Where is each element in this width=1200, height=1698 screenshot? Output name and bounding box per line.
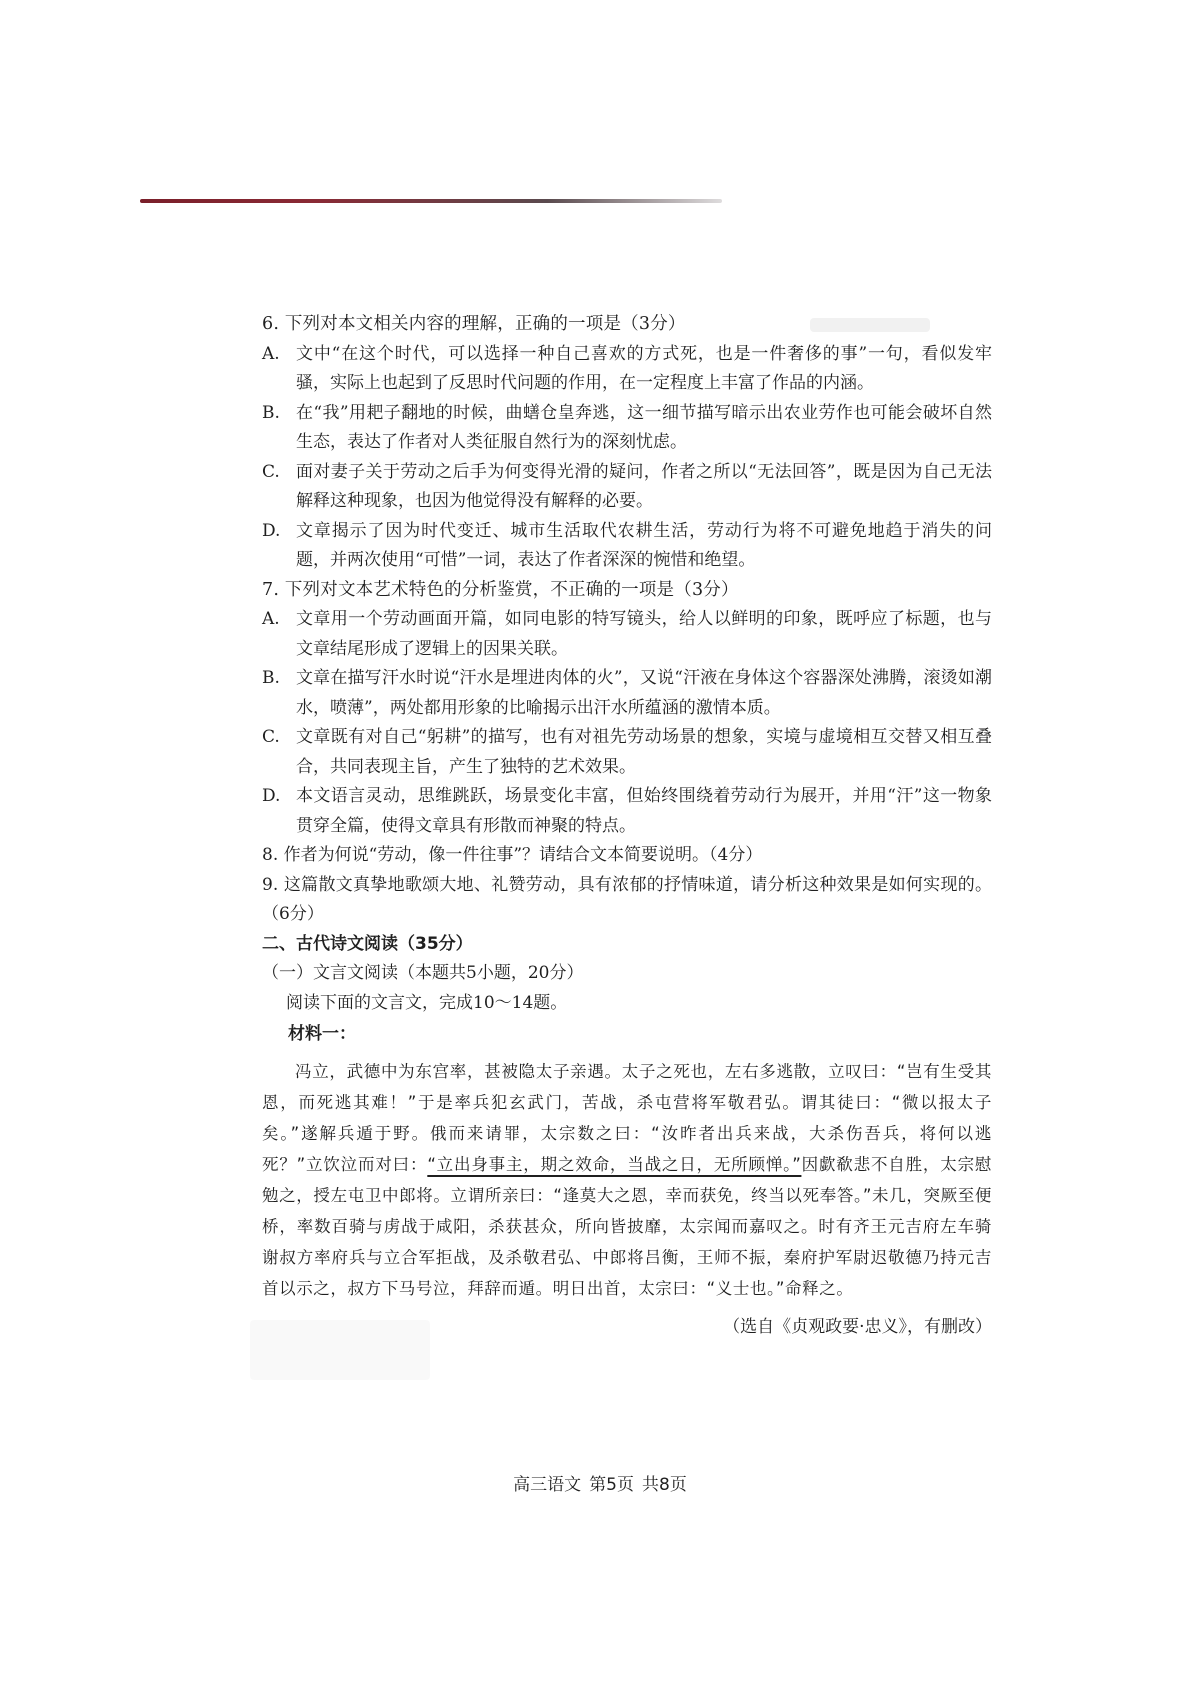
top-decorative-rule [140, 199, 722, 203]
option-text: 文中“在这个时代，可以选择一种自己喜欢的方式死，也是一件奢侈的事”一句，看似发牢骚，实际上也起到了反思时代问题的作用，在一定程度上丰富了作品的内涵。 [296, 343, 992, 393]
q6-option-b [262, 399, 992, 458]
option-letter: C. [262, 727, 280, 747]
option-text: 文章揭示了因为时代变迁、城市生活取代农耕生活，劳动行为将不可避免地趋于消失的问题，并两次使用“可惜”一词，表达了作者深深的惋惜和绝望。 [296, 520, 992, 570]
q7-option-c [262, 723, 992, 782]
option-text: 文章既有对自己“躬耕”的描写，也有对祖先劳动场景的想象，实境与虚境相互交替又相互叠合，共同表现主旨，产生了独特的艺术效果。 [296, 727, 992, 777]
section-2-subtitle: （一）文言文阅读（本题共5小题，20分） [262, 963, 584, 983]
option-letter: A. [262, 343, 280, 364]
option-text: 文章在描写汗水时说“汗水是埋进肉体的火”，又说“汗液在身体这个容器深处沸腾，滚烫如潮水，喷薄”，两处都用形象的比喻揭示出汗水所蕴涵的激情本质。 [296, 668, 992, 718]
option-text: 文章用一个劳动画面开篇，如同电影的特写镜头，给人以鲜明的印象，既呼应了标题，也与文章结尾形成了逻辑上的因果关联。 [296, 609, 992, 659]
option-letter: B. [262, 402, 280, 423]
classical-passage [262, 1056, 992, 1304]
option-letter: D. [262, 520, 281, 541]
reading-instruction: 阅读下面的文言文，完成10～14题。 [286, 992, 568, 1013]
passage-source: （选自《贞观政要·忠义》，有删改） [723, 1316, 992, 1337]
q6-option-c [262, 458, 992, 517]
option-letter: D. [262, 786, 281, 806]
q7-option-a [262, 605, 992, 664]
footer-subject: 高三语文 [513, 1475, 582, 1495]
option-text: 在“我”用耙子翻地的时候，曲蟮仓皇奔逃，这一细节描写暗示出农业劳作也可能会破坏自然生态，表达了作者对人类征服自然行为的深刻忧虑。 [296, 402, 992, 452]
option-letter: B. [262, 668, 280, 688]
q7-option-b [262, 664, 992, 723]
q7-option-d [262, 782, 992, 841]
question-8-stem: 8. 作者为何说“劳动，像一件往事”？请结合文本简要说明。（4分） [262, 845, 763, 865]
q6-option-a [262, 340, 992, 399]
passage-text: 因歔欷悲不自胜，太宗慰勉之，授左屯卫中郎将。立谓所亲曰：“逢莫大之恩，幸而获免，终当以死奉答。”未几，突厥至便桥，率数百骑与虏战于咸阳，杀获甚众，所向皆披靡，太宗闻而嘉叹之。时有齐王元吉府左车骑谢叔方率府兵与立合军拒战，及杀敬君弘、中郎将吕衡，王师不振，秦府护军尉迟敬德乃持元吉首以示之，叔方下马号泣，拜辞而遁。明日出首，太宗曰：“义士也。”命释之。 [262, 1154, 992, 1298]
section-2-title: 二、古代诗文阅读（35分） [262, 933, 473, 954]
passage-text: 冯立，武德中为东宫率，甚被隐太子亲遇。太子之死也，左右多逃散，立叹曰：“岂有生受其恩，而死逃其难！”于是率兵犯玄武门，苦战，杀屯营将军敬君弘。谓其徒曰：“微以报太子矣。”遂解兵遁于野。俄而来请罪，太宗数之曰：“汝昨者出兵来战，大杀伤吾兵，将何以逃死？”立饮泣而对曰： [262, 1061, 992, 1174]
question-7-stem: 7. 下列对文本艺术特色的分析鉴赏，不正确的一项是（3分） [262, 579, 739, 600]
footer-page: 第5页 [589, 1475, 634, 1495]
question-6-stem: 6. 下列对本文相关内容的理解，正确的一项是（3分） [262, 314, 686, 334]
option-text: 本文语言灵动，思维跳跃，场景变化丰富，但始终围绕着劳动行为展开，并用“汗”这一物象贯穿全篇，使得文章具有形散而神聚的特点。 [296, 786, 992, 836]
material-label: 材料一： [288, 1024, 356, 1044]
footer-total: 共8页 [642, 1475, 687, 1495]
q6-option-d [262, 517, 992, 576]
page-footer [0, 1470, 1200, 1495]
exam-content [262, 310, 992, 1342]
option-text: 面对妻子关于劳动之后手为何变得光滑的疑问，作者之所以“无法回答”，既是因为自己无法解释这种现象，也因为他觉得没有解释的必要。 [296, 461, 992, 511]
question-9-stem: 9. 这篇散文真挚地歌颂大地、礼赞劳动，具有浓郁的抒情味道，请分析这种效果是如何实现的。（6分） [262, 874, 992, 924]
option-letter: A. [262, 609, 280, 629]
option-letter: C. [262, 461, 280, 482]
passage-underlined-sentence: “立出身事主，期之效命，当战之日，无所顾惮。” [427, 1154, 802, 1174]
